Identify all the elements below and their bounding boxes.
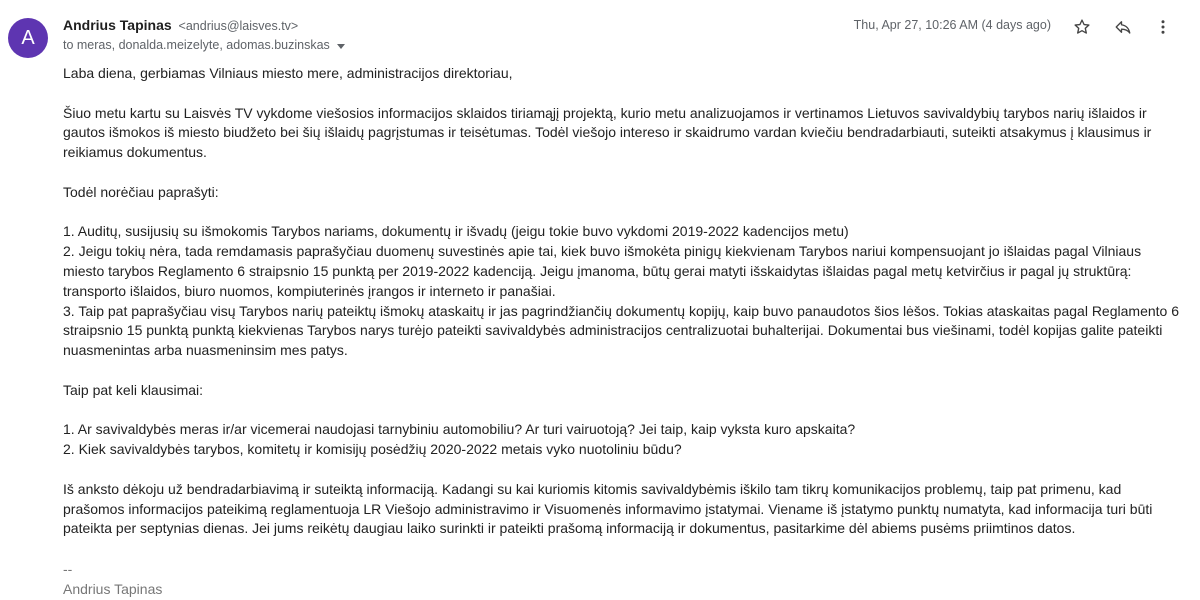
reply-button[interactable] [1111,15,1135,39]
reply-icon [1114,18,1132,36]
request-intro: Todėl norėčiau paprašyti: [63,183,219,200]
star-button[interactable] [1070,15,1094,39]
questions-list [63,420,1183,460]
sender-line [63,17,298,33]
list-item: 3. Taip pat paprašyčiau visų Tarybos narių pateiktų išmokų ataskaitų ir jas pagrindžiančių dokumentų kopijų, kaip buvo panaudotos šios lėšos. Tokias ataskaitas pagal Reglamento 6 straipsnio 15 punktą punktą kiekvienas Tarybos narys turėjo pateikti savivaldybės administracijos centralizuotai buhalterijai. Dokumentai bus viešinami, todėl kopijas galite pateikti nuasmenintas arba nuasmeninsim mes patys. [63,302,1179,359]
greeting: Laba diena, gerbiamas Vilniaus miesto mere, administracijos direktoriau, [63,65,513,81]
signature [63,560,162,600]
list-item: 2. Jeigu tokių nėra, tada remdamasis paprašyčiau duomenų suvestinės apie tai, kiek buvo išmokėta pinigų kiekvienam Tarybos nariui kompensuojant jo išlaidas pagal Vilniaus miesto tarybos Reglamento 6 straipsnio 15 punktą per 2019-2022 kadenciją. Jeigu įmanoma, būtų gerai matyti išskaidytas išlaidas pagal metų ketvirčius ir pagal jų struktūrą: transporto išlaidos, biuro nuomos, kompiuterinės įrangos ir interneto ir panašiai. [63,243,1142,299]
closing-paragraph: Iš anksto dėkoju už bendradarbiavimą ir suteiktą informaciją. Kadangi su kai kuriomis kitomis savivaldybėmis iškilo tam tikrų komunikacijos problemų, taip pat primenu, kad prašomos informacijos pateikimą reglamentuoja LR Viešojo administravimo ir Visuomenės informavimo įstatymai. Viename iš įstatymo punktų numatyta, kad informacija turi būti pateikta per septynias dienas. Jei jums reikėtų daugiau laiko surinkti ir pateikti prašomą informaciją ir dokumentus, pasitarkime dėl abiems pusėms priimtinos datos. [63,480,1153,537]
recipients-toggle[interactable] [63,38,345,52]
list-item: 1. Ar savivaldybės meras ir/ar vicemerai naudojasi tarnybiniu automobiliu? Ar turi vairuotoją? Jei taip, kaip vyksta kuro apskaita? [63,421,856,438]
signature-separator: -- [63,561,73,577]
star-icon [1073,18,1091,36]
signature-name: Andrius Tapinas [63,580,163,597]
questions-intro: Taip pat keli klausimai: [63,381,204,398]
list-item: 2. Kiek savivaldybės tarybos, komitetų ir komisijų posėdžių 2020-2022 metais vyko nuotoliniu būdu? [63,441,682,458]
sender-email: <andrius@laisves.tv> [178,19,299,33]
message-body [63,64,1183,559]
message-timestamp: Thu, Apr 27, 10:26 AM (4 days ago) [853,18,1051,32]
sender-name[interactable]: Andrius Tapinas [63,17,172,33]
requests-list [63,222,1183,361]
sender-avatar[interactable]: A [8,18,48,58]
intro-paragraph: Šiuo metu kartu su Laisvės TV vykdome viešosios informacijos sklaidos tiriamąjį projektą, kurio metu analizuojamos ir vertinamos Lietuvos savivaldybių tarybos narių išlaidos ir gautos išmokos iš miesto biudžeto bei šių išlaidų pagrįstumas ir teisėtumas. Todėl viešojo intereso ir skaidrumo vardan kviečiu bendradarbiauti, suteikti atsakymus į klausimus ir reikiamus dokumentus. [63,104,1152,161]
recipients-text: to meras, donalda.meizelyte, adomas.buzinskas [63,38,330,52]
chevron-down-icon[interactable] [337,44,345,49]
list-item: 1. Auditų, susijusių su išmokomis Tarybos nariams, dokumentų ir išvadų (jeigu tokie buvo vykdomi 2019-2022 kadencijos metu) [63,223,849,240]
more-options-button[interactable] [1151,15,1175,39]
more-vert-icon [1154,18,1172,36]
